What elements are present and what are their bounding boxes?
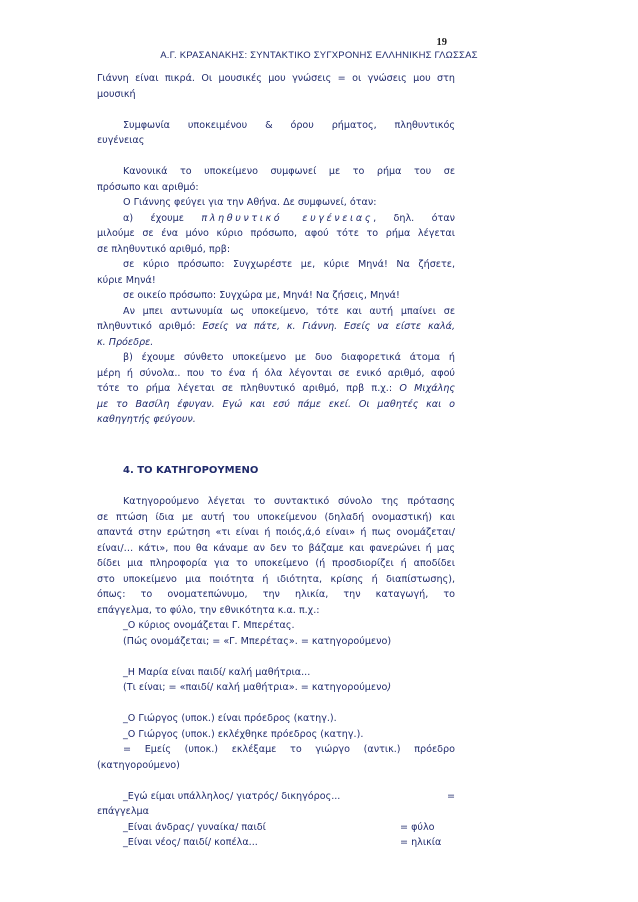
text-line: Κατηγορούμενο λέγεται το συντακτικό σύνολο της πρότασης <box>123 496 455 507</box>
text-line: πρόσωπο και αριθμό: <box>97 181 199 193</box>
text-line <box>97 211 455 227</box>
example-line: Ο Γιάννης φεύγει για την Αθήνα. Δε συμφωνεί, όταν: <box>123 197 377 208</box>
example-line: (κατηγορούμενο) <box>97 759 180 771</box>
page-body <box>97 71 455 851</box>
example-category: = <box>446 790 455 802</box>
example-italic: με το Βασίλη έφυγαν. Εγώ και εσύ πάμε εκεί. Οι μαθητές και ο <box>97 398 455 410</box>
example-line: (Πώς ονομάζεται; = «Γ. Μπερέτας». = κατηγορούμενο) <box>123 635 392 647</box>
text-line: Γιάννη είναι πικρά. Οι μουσικές μου γνώσεις = οι γνώσεις μου στη <box>97 73 455 84</box>
example-line: _Ο Γιώργος (υποκ.) εκλέχθηκε πρόεδρος (κατηγ.). <box>123 728 364 740</box>
example-text: _Είναι άνδρας/ γυναίκα/ παιδί <box>123 821 266 833</box>
example-line: σε οικείο πρόσωπο: Συγχώρα με, Μηνά! Να ζήσεις, Μηνά! <box>123 290 400 301</box>
text-line: μέρη ή σύνολα.. που το ένα ή όλα λέγονται σε ενικό αριθμό, αφού <box>97 367 455 379</box>
running-header: Α.Γ. ΚΡΑΣΑΝΑΚΗΣ: ΣΥΝΤΑΚΤΙΚΟ ΣΥΓΧΡΟΝΗΣ ΕΛΛΗΝΙΚΗΣ ΓΛΩΣΣΑΣ <box>160 50 478 61</box>
subheading-line: Συμφωνία υποκειμένου & όρου ρήματος, πληθυντικός <box>123 119 455 131</box>
example-text: _Είναι νέος/ παιδί/ κοπέλα... <box>123 837 258 848</box>
text-run: (Τι είναι; = «παιδί/ καλή μαθήτρια». = κατηγορούμενο <box>123 682 388 693</box>
example-line: κύριε Μηνά! <box>97 274 156 286</box>
example-category: επάγγελμα <box>97 806 149 817</box>
example-row <box>97 835 455 851</box>
text-line: β) έχουμε σύνθετο υποκείμενο με δυο διαφορετικά άτομα ή <box>123 352 455 363</box>
example-line: _Ο κύριος ονομάζεται Γ. Μπερέτας. <box>123 620 295 631</box>
example-line: σε κύριο πρόσωπο: Συγχωρέστε με, κύριε Μηνά! Να ζήσετε, <box>123 259 455 270</box>
text-run: τότε το ρήμα λέγεται σε πληθυντικό αριθμό, πρβ π.χ.: <box>97 383 400 394</box>
page-number: 19 <box>436 37 447 48</box>
text-line <box>97 319 455 335</box>
text-line: δίδει μια πληροφορία για το υποκείμενο (ή προσδιορίζει ή αποδίδει <box>97 558 455 569</box>
example-row <box>97 789 455 805</box>
example-italic: Ο Μιχάλης <box>399 383 456 394</box>
text-run: ) <box>387 682 392 693</box>
text-line: Αν μπει αντωνυμία ως υποκείμενο, τότε και αυτή μπαίνει σε <box>123 305 455 317</box>
text-line: σε πληθυντικό αριθμό, πρβ: <box>97 243 231 255</box>
text-run: α) έχουμε <box>123 212 202 224</box>
text-run: πληθυντικό αριθμό: <box>97 321 203 332</box>
text-line: μιλούμε σε ένα μόνο κύριο πρόσωπο, αφού τότε το ρήμα λέγεται <box>97 228 455 239</box>
example-category: = ηλικία <box>400 837 442 848</box>
text-line: ευγένειας <box>97 135 145 146</box>
example-line <box>97 680 455 696</box>
text-line: Κανονικά το υποκείμενο συμφωνεί με το ρήμα του σε <box>123 166 455 177</box>
section-heading: 4. ΤΟ ΚΑΤΗΓΟΡΟΥΜΕΝΟ <box>123 465 259 476</box>
text-line: επάγγελμα, το φύλο, την εθνικότητα κ.α. π.χ.: <box>97 604 320 616</box>
example-text: _Εγώ είμαι υπάλληλος/ γιατρός/ δικηγόρος... <box>123 790 341 802</box>
example-line: = Εμείς (υποκ.) εκλέξαμε το γιώργο (αντικ.) πρόεδρο <box>123 744 455 755</box>
text-line <box>97 381 455 397</box>
example-italic: καθηγητής φεύγουν. <box>97 414 196 425</box>
text-line: όπως: το ονοματεπώνυμο, την ηλικία, την καταγωγή, το <box>97 589 455 600</box>
example-italic: Εσείς να πάτε, κ. Γιάννη. Εσείς να είστε καλά, <box>202 321 455 332</box>
emphasis-text: πληθυντικό ευγένειας <box>201 212 374 224</box>
text-line: απαντά στην ερώτηση «τι είναι ή ποιός,ά,ό είναι» ή πως ονομάζεται/ <box>97 527 455 538</box>
example-row <box>97 820 455 836</box>
text-line: μουσική <box>97 88 136 100</box>
example-italic: κ. Πρόεδρε. <box>97 336 154 348</box>
example-category: = φύλο <box>400 821 435 833</box>
text-line: σε πτώση ίδια με αυτή του υποκείμενου (δηλαδή ονομαστική) και <box>97 511 455 523</box>
text-line: στο υποκείμενο μια ποιότητα ή ιδιότητα, κρίσης ή διαπίστωσης), <box>97 573 455 585</box>
text-line: είναι/… κάτι», που θα κάναμε αν δεν το βάζαμε και φανερώνει ή μας <box>97 542 455 554</box>
example-line: _Ο Γιώργος (υποκ.) είναι πρόεδρος (κατηγ.). <box>123 713 337 724</box>
example-line: _Η Μαρία είναι παιδί/ καλή μαθήτρια... <box>123 666 311 678</box>
text-run: , δηλ. όταν <box>373 212 456 224</box>
